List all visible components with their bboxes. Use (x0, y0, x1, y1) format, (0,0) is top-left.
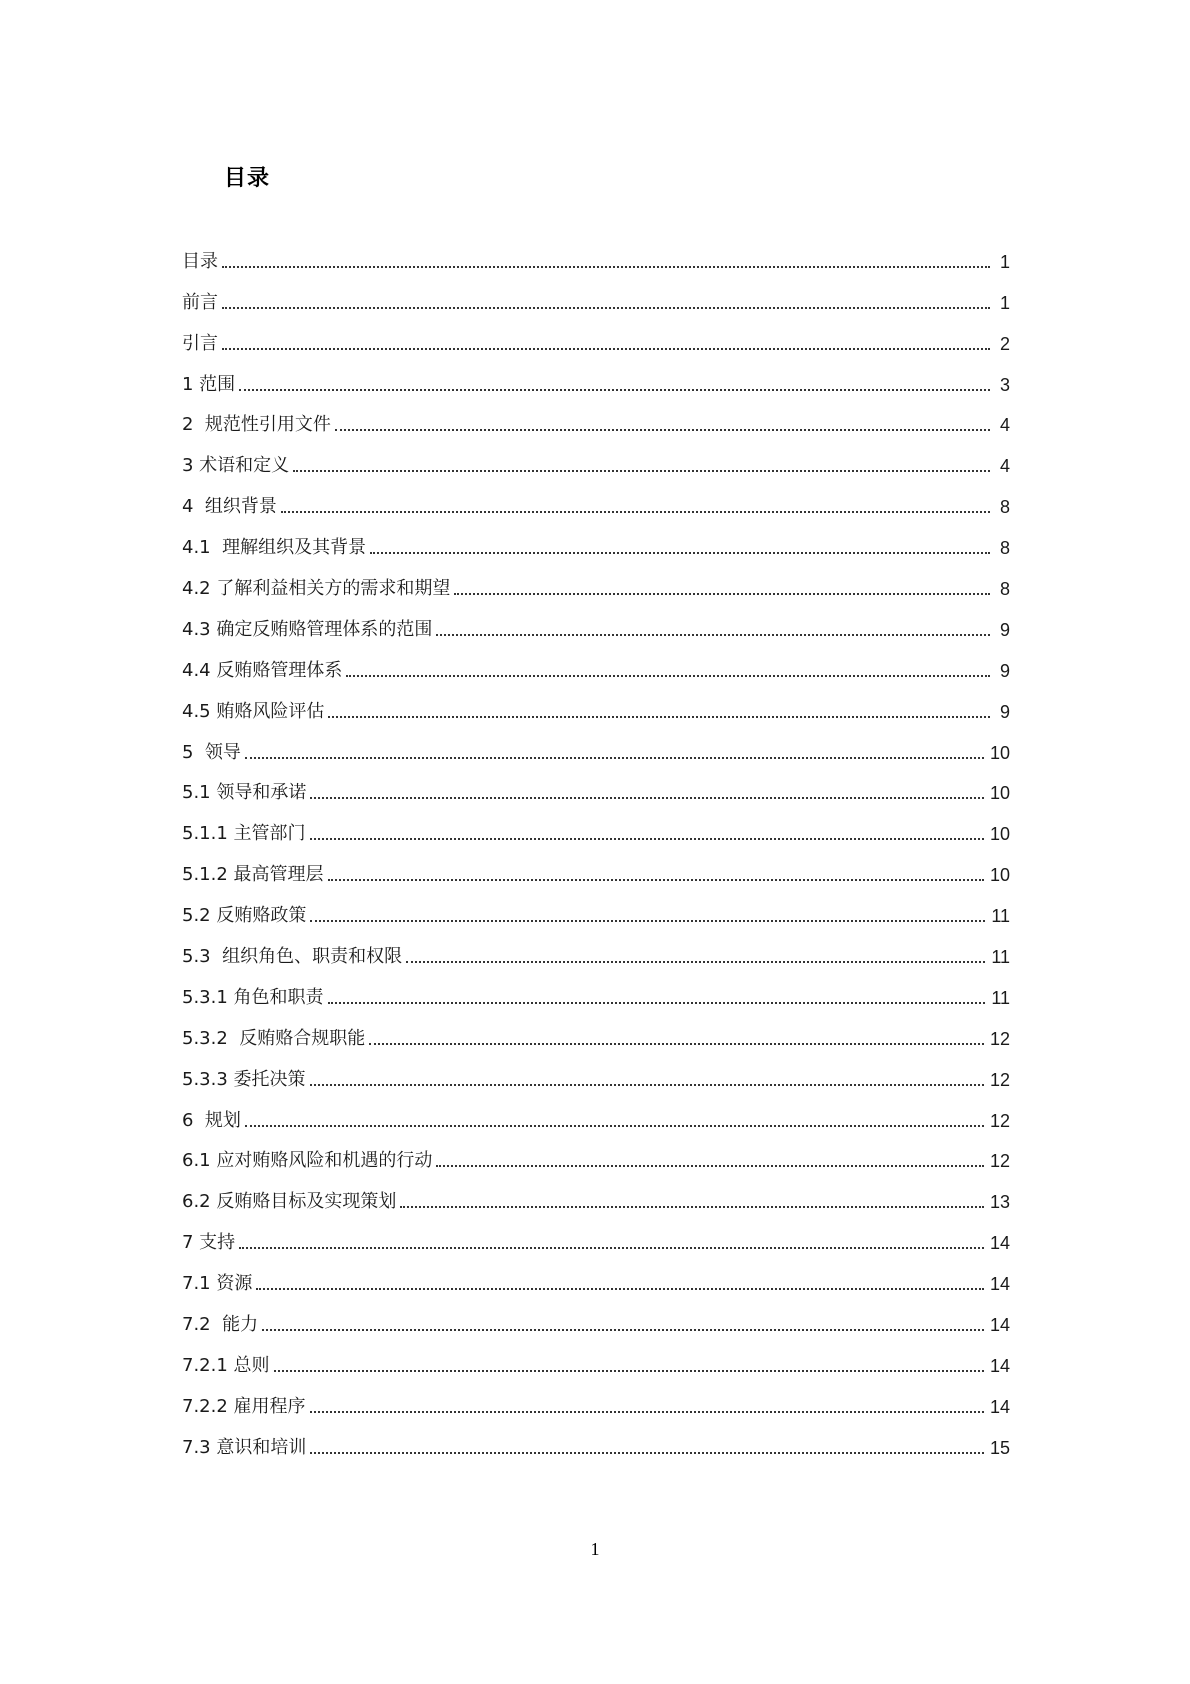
toc-entry-page-number: 4 (999, 415, 1010, 436)
toc-entry-label: 4.2 了解利益相关方的需求和期望 (182, 578, 451, 600)
dotted-leader (222, 348, 990, 350)
toc-entry-label: 1 范围 (182, 373, 236, 395)
dotted-leader (262, 1329, 984, 1331)
toc-entry[interactable] (182, 683, 1010, 724)
toc-entry-page-number: 12 (989, 1110, 1010, 1131)
toc-entry[interactable] (182, 1419, 1010, 1460)
toc-entry-label: 5.1.2 最高管理层 (182, 864, 324, 886)
toc-entry-label: 5.3.2 反贿赂合规职能 (182, 1027, 366, 1049)
dotted-leader (370, 552, 990, 554)
dotted-leader (406, 961, 985, 963)
toc-entry-page-number: 10 (989, 783, 1010, 804)
toc-entry-page-number: 11 (991, 987, 1010, 1008)
toc-entry-label: 4 组织背景 (182, 496, 277, 518)
dotted-leader (335, 429, 990, 431)
toc-entry-page-number: 10 (989, 865, 1010, 886)
toc-entry-label: 5 领导 (182, 741, 241, 763)
dotted-leader (454, 593, 990, 595)
page-number-footer: 1 (590, 1539, 600, 1559)
toc-entry-label: 前言 (182, 291, 218, 313)
toc-entry-page-number: 4 (999, 456, 1010, 477)
dotted-leader (310, 1452, 984, 1454)
dotted-leader (222, 307, 990, 309)
toc-entry[interactable] (182, 969, 1010, 1010)
toc-entry[interactable] (182, 1051, 1010, 1092)
toc-entry-page-number: 11 (991, 947, 1010, 968)
toc-entry-label: 7 支持 (182, 1232, 236, 1254)
toc-entry[interactable] (182, 642, 1010, 683)
toc-entry-label: 4.5 贿赂风险评估 (182, 700, 325, 722)
toc-entry-page-number: 8 (999, 579, 1010, 600)
toc-entry-label: 6 规划 (182, 1109, 241, 1131)
toc-entry[interactable] (182, 1378, 1010, 1419)
dotted-leader (346, 675, 990, 677)
toc-entry-label: 4.1 理解组织及其背景 (182, 537, 367, 559)
toc-entry-page-number: 3 (999, 374, 1010, 395)
dotted-leader (245, 1125, 984, 1127)
toc-entry[interactable] (182, 724, 1010, 765)
toc-entry-label: 7.2.1 总则 (182, 1354, 270, 1376)
toc-entry-label: 7.2 能力 (182, 1314, 259, 1336)
toc-entry-label: 7.1 资源 (182, 1273, 253, 1295)
toc-entry[interactable] (182, 1255, 1010, 1296)
toc-entry-page-number: 10 (989, 824, 1010, 845)
dotted-leader (436, 1165, 984, 1167)
toc-entry-page-number: 11 (991, 906, 1010, 927)
toc-entry-label: 目录 (182, 250, 218, 272)
toc-entry-label: 7.3 意识和培训 (182, 1436, 307, 1458)
toc-entry-page-number: 14 (989, 1315, 1010, 1336)
toc-entry-page-number: 13 (989, 1192, 1010, 1213)
dotted-leader (310, 920, 985, 922)
toc-entry-page-number: 14 (989, 1396, 1010, 1417)
toc-entry[interactable] (182, 846, 1010, 887)
toc-entry[interactable] (182, 1173, 1010, 1214)
toc-entry-label: 5.3.1 角色和职责 (182, 986, 324, 1008)
toc-entry-page-number: 9 (999, 660, 1010, 681)
toc-entry-label: 4.3 确定反贿赂管理体系的范围 (182, 618, 433, 640)
toc-entry-label: 5.1.1 主管部门 (182, 823, 306, 845)
toc-entry[interactable] (182, 887, 1010, 928)
toc-entry[interactable] (182, 765, 1010, 806)
toc-entry-page-number: 8 (999, 538, 1010, 559)
toc-entry-page-number: 14 (989, 1233, 1010, 1254)
dotted-leader (436, 634, 990, 636)
toc-entry-label: 3 术语和定义 (182, 455, 290, 477)
toc-entry[interactable] (182, 478, 1010, 519)
toc-entry[interactable] (182, 1296, 1010, 1337)
toc-entry-label: 7.2.2 雇用程序 (182, 1395, 306, 1417)
dotted-leader (274, 1370, 984, 1372)
toc-entry-page-number: 2 (999, 333, 1010, 354)
toc-entry-label: 6.2 反贿赂目标及实现策划 (182, 1191, 397, 1213)
dotted-leader (328, 716, 990, 718)
toc-entry[interactable] (182, 560, 1010, 601)
dotted-leader (400, 1206, 984, 1208)
toc-entry[interactable] (182, 519, 1010, 560)
toc-entry-page-number: 14 (989, 1355, 1010, 1376)
toc-entry[interactable] (182, 397, 1010, 438)
toc-entry[interactable] (182, 1092, 1010, 1133)
toc-entry[interactable] (182, 928, 1010, 969)
toc-heading: 目录 (224, 166, 271, 191)
toc-entry-page-number: 8 (999, 497, 1010, 518)
toc-entry[interactable] (182, 1010, 1010, 1051)
toc-entry-page-number: 12 (989, 1028, 1010, 1049)
toc-entry[interactable] (182, 233, 1010, 274)
toc-entry-label: 6.1 应对贿赂风险和机遇的行动 (182, 1150, 433, 1172)
toc-entry[interactable] (182, 315, 1010, 356)
toc-entry-page-number: 10 (989, 742, 1010, 763)
toc-entry[interactable] (182, 437, 1010, 478)
toc-entry[interactable] (182, 601, 1010, 642)
toc-entry[interactable] (182, 1214, 1010, 1255)
dotted-leader (328, 879, 984, 881)
toc-entry-label: 5.2 反贿赂政策 (182, 905, 307, 927)
toc-entry[interactable] (182, 274, 1010, 315)
toc-entry-page-number: 1 (999, 292, 1010, 313)
toc-entry-label: 5.3 组织角色、职责和权限 (182, 946, 403, 968)
dotted-leader (369, 1043, 984, 1045)
dotted-leader (293, 470, 990, 472)
toc-entry-page-number: 9 (999, 619, 1010, 640)
toc-entry-label: 5.3.3 委托决策 (182, 1068, 306, 1090)
toc-entry-label: 引言 (182, 332, 218, 354)
toc-entry-label: 2 规范性引用文件 (182, 414, 331, 436)
dotted-leader (310, 1411, 984, 1413)
toc-entry[interactable] (182, 356, 1010, 397)
dotted-leader (281, 511, 990, 513)
toc-entry-page-number: 12 (989, 1151, 1010, 1172)
dotted-leader (328, 1002, 986, 1004)
dotted-leader (256, 1288, 984, 1290)
dotted-leader (310, 1084, 984, 1086)
toc-entry-page-number: 1 (999, 251, 1010, 272)
dotted-leader (310, 838, 984, 840)
toc-entry[interactable] (182, 805, 1010, 846)
toc-entry[interactable] (182, 1337, 1010, 1378)
toc-entry-page-number: 9 (999, 701, 1010, 722)
toc-entry-label: 4.4 反贿赂管理体系 (182, 659, 343, 681)
dotted-leader (310, 797, 984, 799)
toc-entry-page-number: 14 (989, 1274, 1010, 1295)
toc-entry[interactable] (182, 1133, 1010, 1174)
dotted-leader (245, 757, 984, 759)
dotted-leader (239, 1247, 984, 1249)
toc-entry-page-number: 12 (989, 1069, 1010, 1090)
table-of-contents (182, 233, 1010, 1460)
dotted-leader (222, 266, 990, 268)
toc-entry-label: 5.1 领导和承诺 (182, 782, 307, 804)
toc-entry-page-number: 15 (989, 1437, 1010, 1458)
dotted-leader (239, 389, 990, 391)
